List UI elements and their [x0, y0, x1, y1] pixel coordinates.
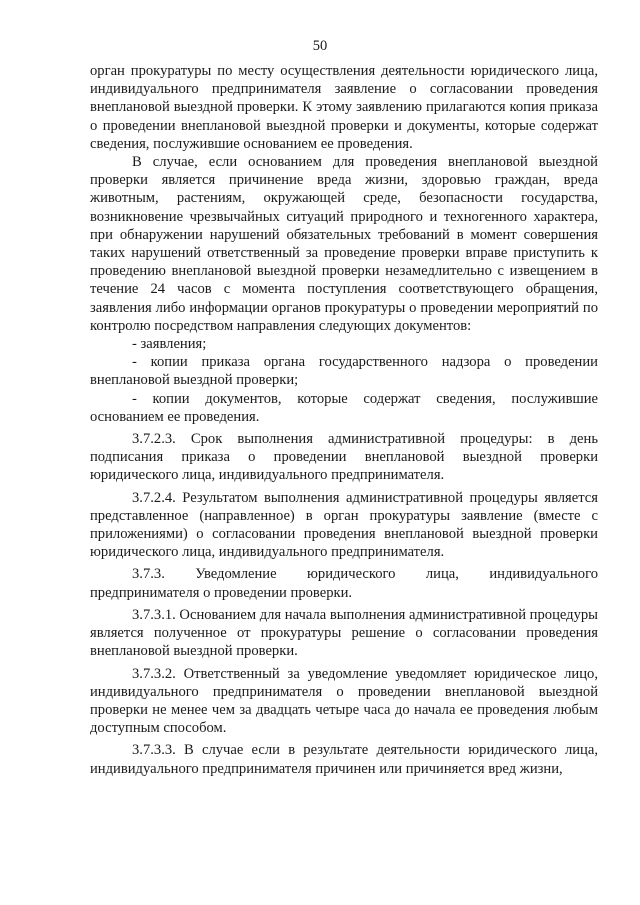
list-item-order-copy: - копии приказа органа государственного надзора о проведении внеплановой выездной проверки; [90, 354, 598, 389]
body-text [90, 62, 598, 778]
paragraph-continuation: орган прокуратуры по месту осуществления деятельности юридического лица, индивидуального предпринимателя заявление о согласовании проведения внеплановой выездной проверки. К этому заявлению прилагаются копия приказа о проведении внеплановой выездной проверки и документы, которые содержат сведения, послужившие основанием ее проведения. [90, 63, 598, 152]
list-item-applications: - заявления; [132, 336, 207, 353]
list-item-documents-copy: - копии документов, которые содержат сведения, послужившие основанием ее проведения. [90, 390, 598, 425]
page-number: 50 [312, 38, 328, 54]
paragraph-3-7-3-1: 3.7.3.1. Основанием для начала выполнения административной процедуры является полученное от прокуратуры решение о согласовании проведения внеплановой выездной проверки. [90, 606, 598, 660]
paragraph-unscheduled-inspection-grounds: В случае, если основанием для проведения внеплановой выездной проверки является причинение вреда жизни, здоровью граждан, вреда животным, растениям, окружающей среде, безопасности государства, возникновение чрезвычайных ситуаций природного и техногенного характера, при обнаружении нарушений обязательных требований в момент совершения таких нарушений ответственный за проведение проверки вправе приступить к проведению внеплановой выездной проверки незамедлительно с извещением в течение 24 часов с момента поступления соответствующего обращения, заявления либо информации органов прокуратуры о проведении мероприятий по контролю посредством направления следующих документов: [90, 154, 598, 334]
paragraph-3-7-2-4: 3.7.2.4. Результатом выполнения административной процедуры является представленное (направленное) в орган прокуратуры заявление (вместе с приложениями) о согласовании проведения внеплановой выездной проверки юридического лица, индивидуального предпринимателя. [90, 489, 598, 561]
paragraph-3-7-3: 3.7.3. Уведомление юридического лица, индивидуального предпринимателя о проведении проверки. [90, 566, 598, 601]
paragraph-3-7-3-2: 3.7.3.2. Ответственный за уведомление уведомляет юридическое лицо, индивидуального предпринимателя о проведении внеплановой выездной проверки не менее чем за двадцать четыре часа до начала ее проведения любым доступным способом. [90, 665, 598, 737]
paragraph-3-7-3-3: 3.7.3.3. В случае если в результате деятельности юридического лица, индивидуального предпринимателя причинен или причиняется вред жизни, [90, 742, 598, 777]
paragraph-3-7-2-3: 3.7.2.3. Срок выполнения административной процедуры: в день подписания приказа о проведении внеплановой выездной проверки юридического лица, индивидуального предпринимателя. [90, 431, 598, 484]
